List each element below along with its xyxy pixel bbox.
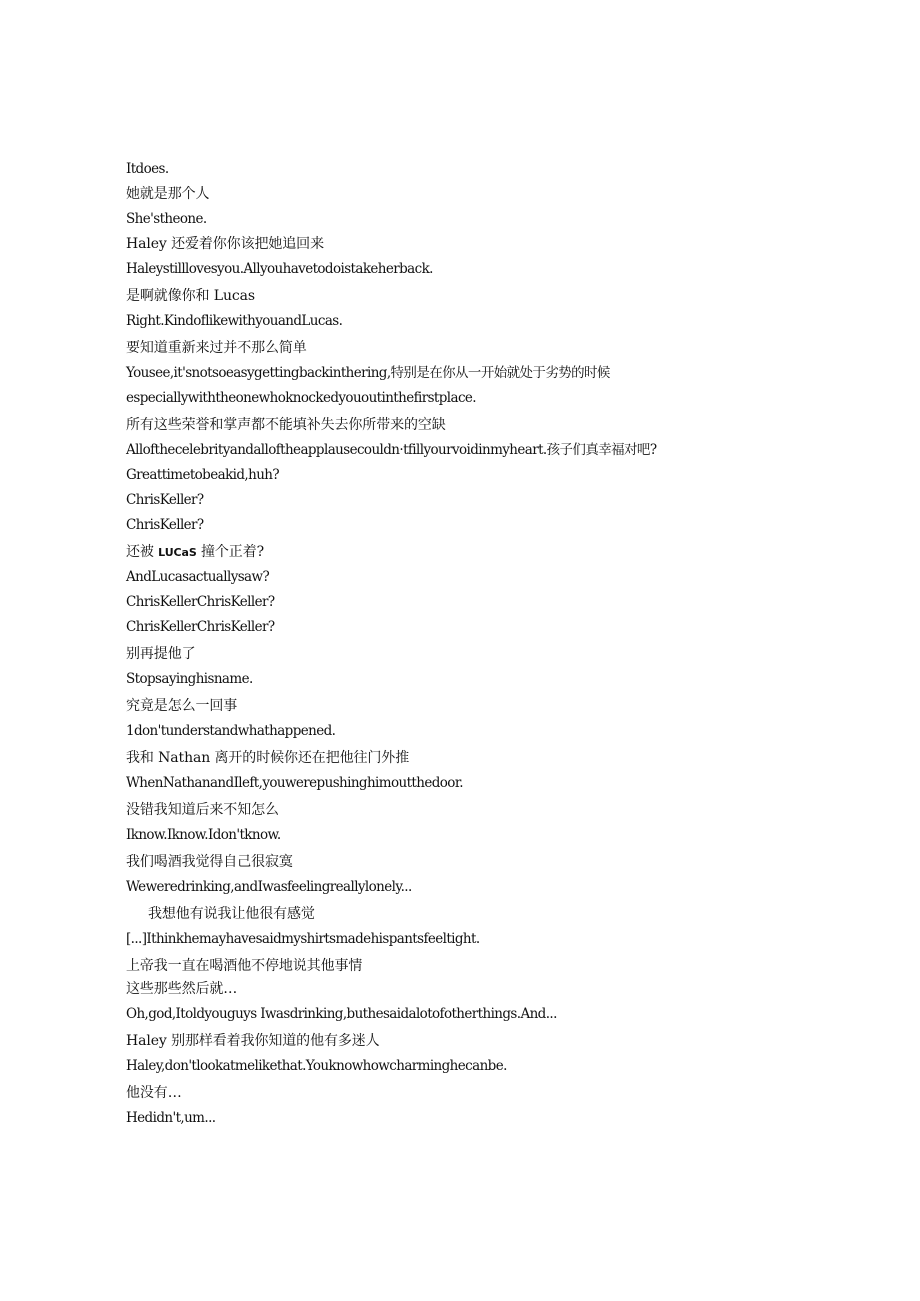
- transcript-line: 别再提他了: [126, 646, 196, 662]
- transcript-line: 他没有…: [126, 1085, 182, 1101]
- transcript-line: Oh,god,Itoldyouguys Iwasdrinking,buthesaidalotofotherthings.And...: [126, 1006, 557, 1022]
- transcript-line: ChrisKellerChrisKeller?: [126, 619, 275, 635]
- transcript-line: Haley,don'tlookatmelikethat.Youknowhowcharminghecanbe.: [126, 1058, 507, 1074]
- transcript-line: 我想他有说我让他很有感觉: [148, 906, 315, 922]
- transcript-line: 所有这些荣誉和掌声都不能填补失去你所带来的空缺: [126, 417, 446, 433]
- transcript-fragment: 撞个正着?: [201, 544, 265, 560]
- transcript-line: Iknow.Iknow.Idon'tknow.: [126, 827, 281, 843]
- transcript-line: [...]Ithinkhemayhavesaidmyshirtsmadehispantsfeeltight.: [126, 931, 480, 947]
- transcript-line: 我们喝酒我觉得自己很寂寞: [126, 854, 293, 870]
- transcript-line: 没错我知道后来不知怎么: [126, 802, 279, 818]
- transcript-line: Stopsayinghisname.: [126, 671, 253, 687]
- transcript-line: 究竟是怎么一回事: [126, 698, 238, 714]
- transcript-line: ChrisKeller?: [126, 517, 204, 533]
- transcript-line: AndLucasactuallysaw?: [126, 569, 270, 585]
- transcript-line: Hedidn't,um...: [126, 1110, 216, 1126]
- transcript-line: 要知道重新来过并不那么简单: [126, 340, 307, 356]
- transcript-line: Greattimetobeakid,huh?: [126, 467, 280, 483]
- transcript-line: 是啊就像你和 Lucas: [126, 288, 255, 304]
- transcript-line: WhenNathanandIleft,youwerepushinghimoutthedoor.: [126, 775, 463, 791]
- subtitle-transcript: [126, 157, 846, 1131]
- transcript-line: 我和 Nathan 离开的时候你还在把他往门外推: [126, 750, 410, 766]
- transcript-line: Haley 还爱着你你该把她追回来: [126, 236, 324, 252]
- transcript-fragment-bold: LUCaS: [158, 546, 197, 559]
- transcript-line: Right.KindoflikewithyouandLucas.: [126, 313, 343, 329]
- transcript-line: Haleystilllovesyou.Allyouhavetodoistakeherback.: [126, 261, 433, 277]
- transcript-line: ChrisKeller?: [126, 492, 204, 508]
- transcript-line: 这些那些然后就…: [126, 981, 238, 997]
- transcript-line: She'stheone.: [126, 211, 207, 227]
- transcript-line: Weweredrinking,andIwasfeelingreallylonely...: [126, 879, 412, 895]
- transcript-line: ChrisKellerChrisKeller?: [126, 594, 275, 610]
- transcript-line: especiallywiththeonewhoknockedyououtinthefirstplace.: [126, 390, 476, 406]
- transcript-line: Allofthecelebrityandalloftheapplausecouldn·tfillyourvoidinmyheart.孩子们真幸福对吧?: [126, 442, 657, 458]
- transcript-line: 上帝我一直在喝酒他不停地说其他事情: [126, 958, 363, 974]
- transcript-line: Yousee,it'snotsoeasygettingbackinthering,特别是在你从一开始就处于劣势的时候: [126, 365, 610, 381]
- transcript-line: [126, 540, 846, 565]
- transcript-line: Itdoes.: [126, 161, 169, 177]
- transcript-fragment: 还被: [126, 544, 154, 560]
- transcript-line: 1don'tunderstandwhathappened.: [126, 723, 336, 739]
- transcript-line: Haley 别那样看着我你知道的他有多迷人: [126, 1033, 380, 1049]
- transcript-line: 她就是那个人: [126, 186, 210, 202]
